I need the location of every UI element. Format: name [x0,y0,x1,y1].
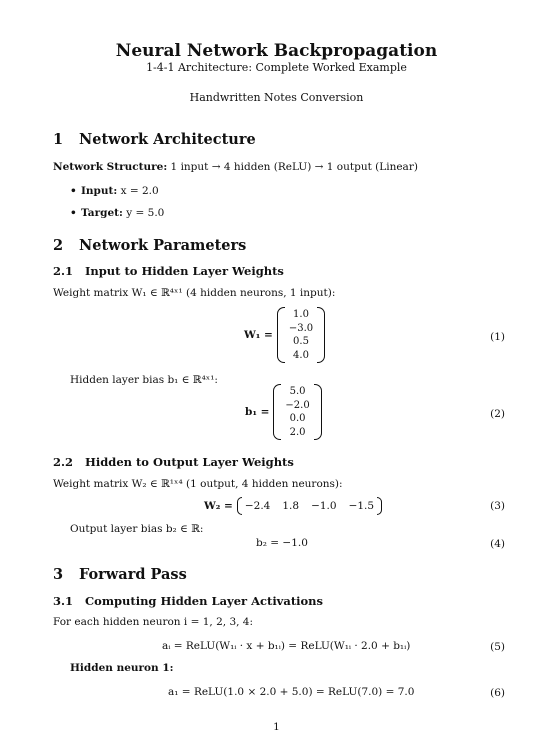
section-number: 3 [53,566,64,583]
bullet-target [70,207,164,219]
bullet-text: y = 5.0 [126,207,165,219]
hidden-neuron-1-equation: a₁ = ReLU(1.0 × 2.0 + 5.0) = ReLU(7.0) = 7.0 [168,686,415,698]
equation-number: (3) [490,500,505,512]
hidden-neuron-1-label: Hidden neuron 1: [70,662,174,674]
left-paren-icon [273,384,281,440]
section-title: Network Architecture [79,131,256,148]
subsection-title: Input to Hidden Layer Weights [85,264,284,278]
section-3-heading [53,566,187,583]
equation-number: (5) [490,641,505,653]
equation-number: (4) [490,538,505,550]
w2-equation [204,497,382,515]
matrix-entry: 5.0 [289,386,306,397]
b2-intro: Output layer bias b₂ ∈ ℝ: [70,523,204,535]
matrix-entry: −3.0 [288,322,314,334]
w2-matrix [237,497,382,515]
w1-matrix [277,307,325,363]
hidden-activation-intro: For each hidden neuron i = 1, 2, 3, 4: [53,616,254,628]
matrix-entry: 4.0 [293,349,309,361]
b1-intro: Hidden layer bias b₁ ∈ ℝ⁴ˣ¹: [70,374,218,386]
subsection-number: 2.1 [53,264,74,278]
b2-equation: b₂ = −1.0 [256,537,308,549]
subsection-3-1-heading [53,594,323,608]
bullet-label: Target: [81,207,123,219]
section-2-heading [53,237,246,254]
bullet-label: Input: [81,185,118,197]
matrix-entry: −2.0 [285,399,310,411]
structure-label: Network Structure: [53,161,168,173]
bullet-dot-icon: • [70,207,77,219]
activation-equation: aᵢ = ReLU(W₁ᵢ · x + b₁ᵢ) = ReLU(W₁ᵢ · 2.0 + b₁ᵢ) [162,640,411,652]
subsection-2-2-heading [53,455,294,469]
document-subtitle: 1-4-1 Architecture: Complete Worked Example [146,61,407,74]
section-title: Forward Pass [79,566,187,583]
equation-number: (1) [490,331,505,343]
subsection-number: 3.1 [53,594,74,608]
equation-number: (6) [490,687,505,699]
b1-lhs: b₁ = [245,406,270,418]
w2-intro: Weight matrix W₂ ∈ ℝ¹ˣ⁴ (1 output, 4 hidden neurons): [53,478,343,490]
w1-equation [244,307,325,363]
w1-intro: Weight matrix W₁ ∈ ℝ⁴ˣ¹ (4 hidden neurons, 1 input): [53,287,336,299]
section-number: 2 [53,237,64,254]
matrix-entry: −1.5 [348,500,375,512]
matrix-entry: 0.0 [289,413,306,424]
bullet-input [70,185,159,197]
w1-lhs: W₁ = [244,329,273,341]
bullet-dot-icon: • [70,185,77,197]
matrix-entry: −1.0 [311,500,337,512]
matrix-entry: 1.8 [282,500,300,512]
right-paren-icon [314,384,322,440]
right-paren-icon [317,307,325,363]
page-number: 1 [273,721,280,733]
section-number: 1 [53,131,64,148]
network-structure-line [53,161,418,173]
matrix-entry: 1.0 [293,309,309,320]
subsection-number: 2.2 [53,455,74,469]
right-paren-icon [377,497,382,515]
subsection-title: Hidden to Output Layer Weights [85,455,294,469]
equation-number: (2) [490,408,505,420]
matrix-entry: 2.0 [289,426,306,438]
document-author: Handwritten Notes Conversion [189,91,364,104]
subsection-title: Computing Hidden Layer Activations [85,594,324,608]
b1-matrix [273,384,321,440]
section-title: Network Parameters [79,237,247,254]
left-paren-icon [277,307,285,363]
matrix-entry: −2.4 [244,500,271,512]
b1-equation [245,384,322,440]
structure-text: 1 input → 4 hidden (ReLU) → 1 output (Linear) [170,161,418,173]
bullet-text: x = 2.0 [120,185,159,197]
matrix-entry: 0.5 [293,336,309,347]
w2-lhs: W₂ = [204,500,233,512]
section-1-heading [53,131,256,148]
subsection-2-1-heading [53,264,284,278]
document-title: Neural Network Backpropagation [115,41,438,61]
